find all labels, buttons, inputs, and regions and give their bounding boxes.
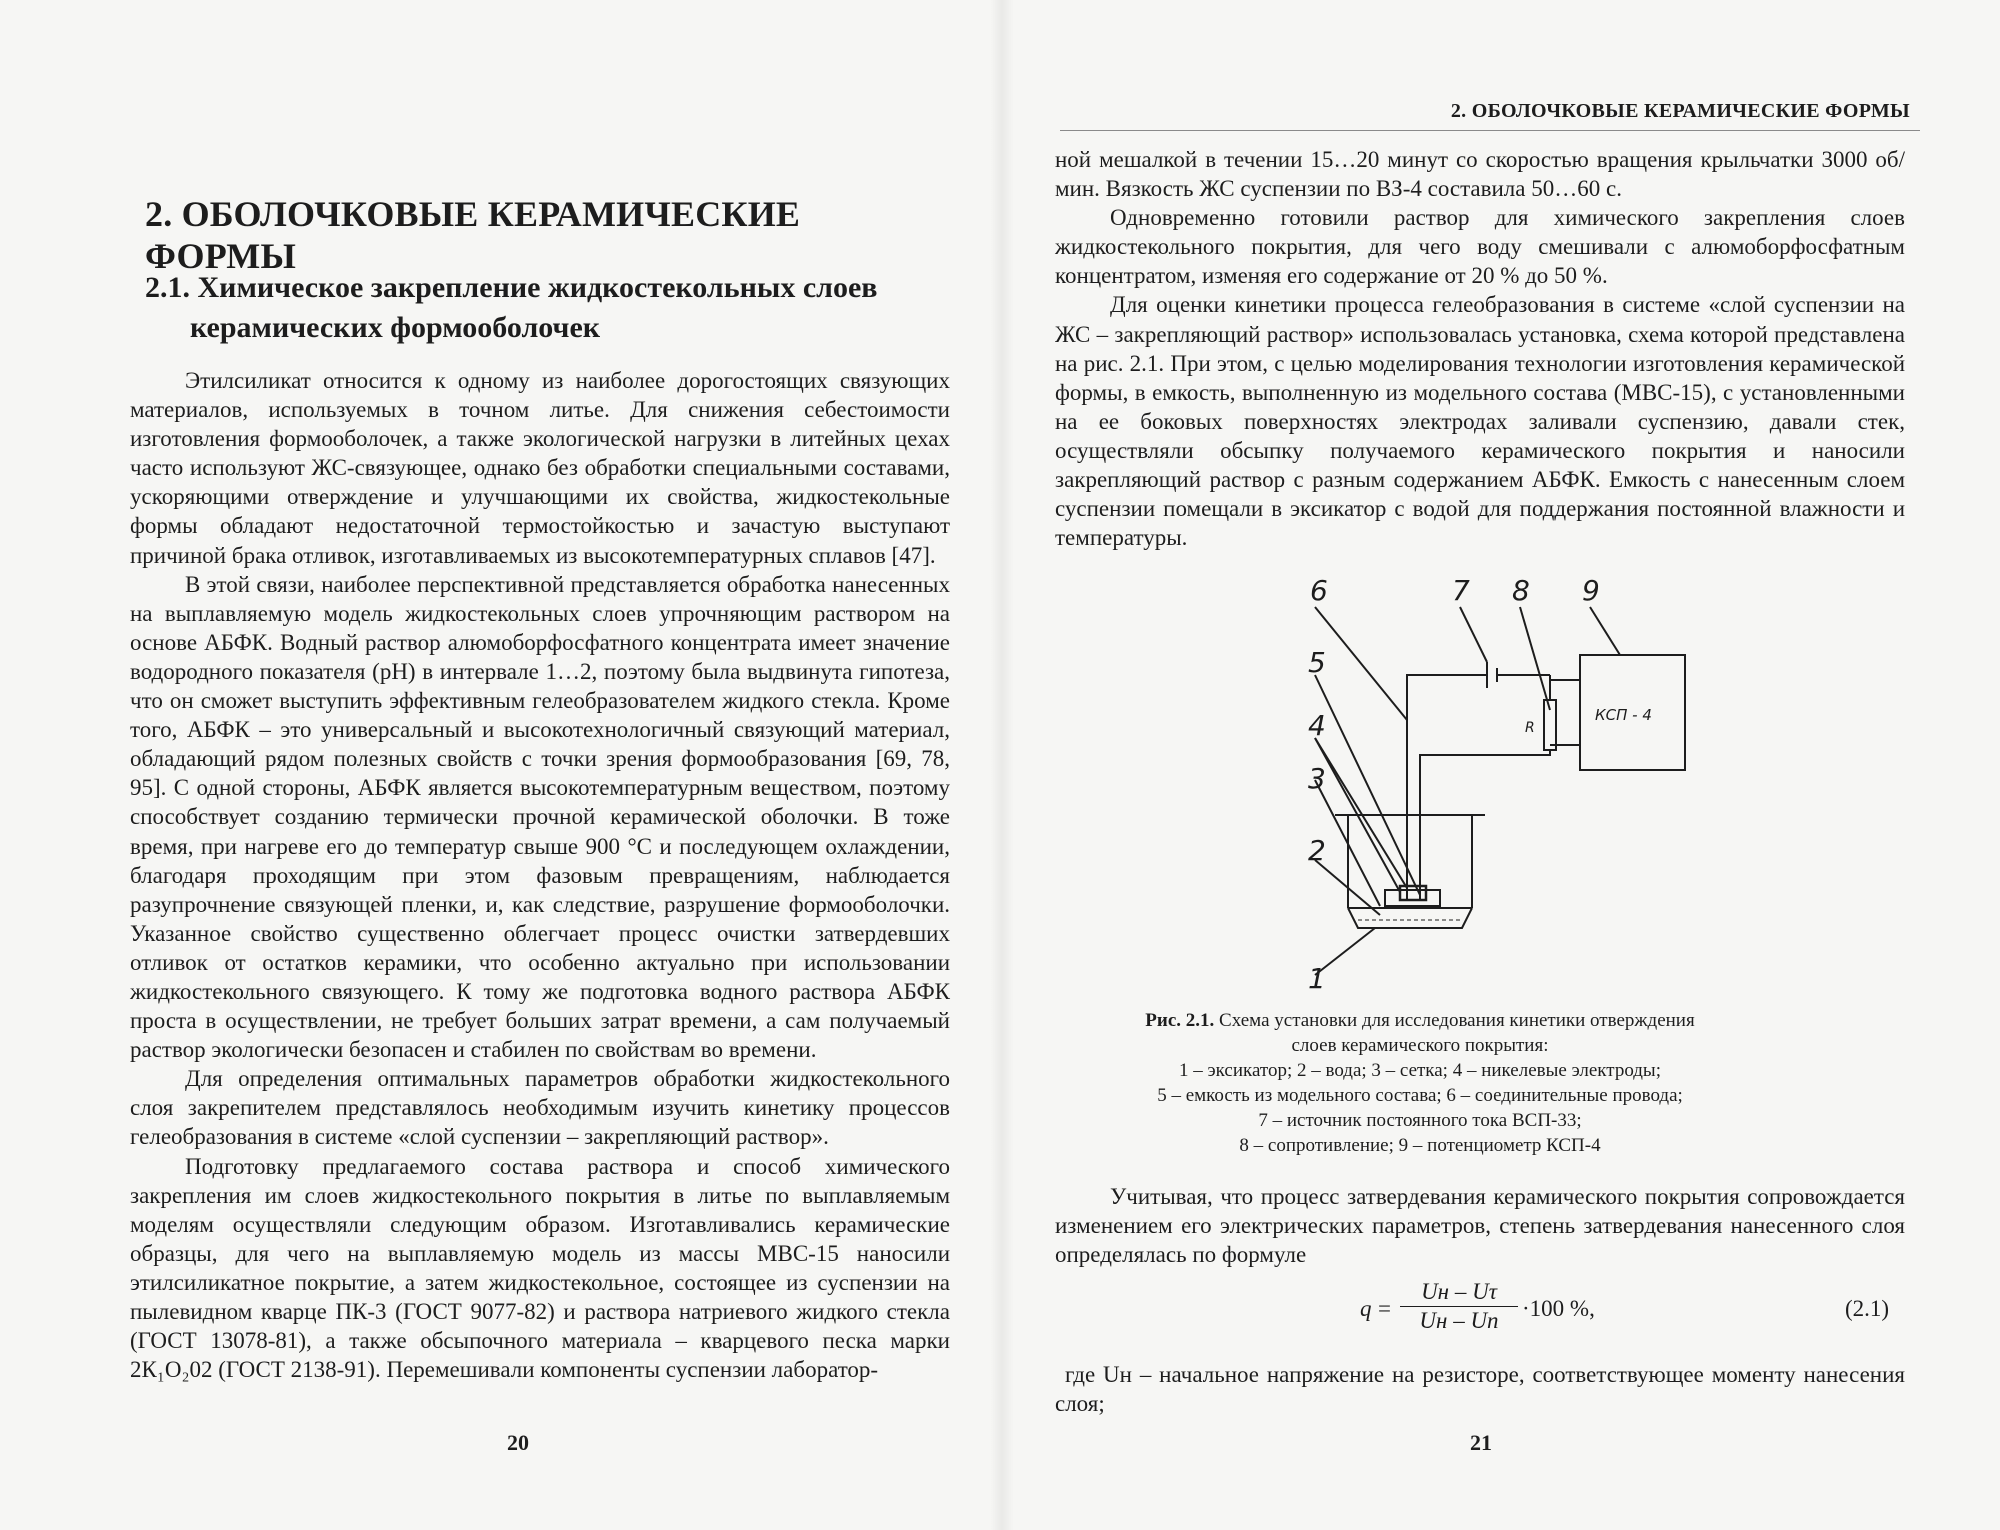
fig-label-4: 4 xyxy=(1308,709,1326,742)
caption-line: 1 – эксикатор; 2 – вода; 3 – сетка; 4 – никелевые электроды; xyxy=(1179,1060,1661,1081)
paragraph: где Uн – начальное напряжение на резисторе, соответствующее моменту нанесения слоя; xyxy=(1055,1362,1905,1417)
paragraph: Для определения оптимальных параметров обработки жидкостекольного слоя закрепителем представлялось необходимым изучить кинетику процессов гелеобразования в системе «слой суспензии – закрепляющий раствор». xyxy=(130,1066,950,1150)
formula-equals: = xyxy=(1378,1296,1391,1321)
caption-line: 7 – источник постоянного тока ВСП-33; xyxy=(1258,1110,1582,1131)
desiccator-bottom xyxy=(1348,908,1472,928)
right-page xyxy=(1000,0,2000,1530)
page-number: 21 xyxy=(1470,1430,1492,1455)
fig-label-3: 3 xyxy=(1308,762,1326,795)
fig-label-8: 8 xyxy=(1512,574,1530,607)
leader-8 xyxy=(1520,607,1550,710)
caption-prefix: Рис. 2.1. xyxy=(1145,1010,1215,1031)
fig-label-2: 2 xyxy=(1308,834,1326,867)
fig-label-7: 7 xyxy=(1452,574,1470,607)
right-body-text-2 xyxy=(1055,1182,1905,1269)
chapter-title: 2. ОБОЛОЧКОВЫЕ КЕРАМИЧЕСКИЕ ФОРМЫ xyxy=(145,194,801,276)
sample-container xyxy=(1385,890,1440,906)
paragraph: Одновременно готовили раствор для химического закрепления слоев жидкостекольного покрытия, для чего воду смешивали с алюмоборфосфатным концентратом, изменяя его содержание от 20 % до 50 %. xyxy=(1055,205,1905,289)
leader-7 xyxy=(1460,607,1487,662)
right-body-text xyxy=(1055,145,1905,552)
electrode-block xyxy=(1400,886,1426,900)
paragraph-continuation: ной мешалкой в течении 15…20 минут со скоростью вращения крыльчатки 3000 об/мин. Вязкость ЖС суспензии по ВЗ-4 составила 50…60 с. xyxy=(1055,147,1905,202)
section-title xyxy=(145,268,905,348)
resistor-label: R xyxy=(1525,720,1535,736)
paragraph: Учитывая, что процесс затвердевания керамического покрытия сопровождается изменением его электрических параметров, степень затвердевания нанесенного слоя определялась по формуле xyxy=(1055,1184,1905,1268)
left-body-text xyxy=(130,366,950,1384)
formula-lhs: q xyxy=(1360,1296,1372,1321)
caption-line: Схема установки для исследования кинетики отверждения xyxy=(1219,1010,1695,1031)
apparatus-diagram xyxy=(1280,570,1700,1010)
running-head-rule xyxy=(1060,130,1920,131)
fig-label-9: 9 xyxy=(1582,574,1600,607)
caption-line: 5 – емкость из модельного состава; 6 – соединительные провода; xyxy=(1157,1085,1683,1106)
paragraph: В этой связи, наиболее перспективной представляется обработка нанесенных на выплавляемую модель жидкостекольных слоев упрочняющим раствором на основе АБФК. Водный раствор алюмоборфосфатного концентрата имеет значение водородного показателя (pH) в интервале 1…2, поэтому была выдвинута гипотеза, что он сможет выступить эффективным гелеобразователем жидкого стекла. Кроме того, АБФК – это универсальный и высокотехнологичный связующий материал, обладающий рядом полезных свойств с точки зрения формообразования [69, 78, 95]. С одной стороны, АБФК является высокотемпературным веществом, поэтому способствует созданию термически прочной керамической оболочки. В тоже время, при нагреве его до температур свыше 900 °С и последующем охлаждении, благодаря проходящим при этом фазовым превращениям, наблюдается разупрочнение связующей пленки, и, как следствие, разрушение формооболочки. Указанное свойство существенно облегчает процесс очистки затвердевших отливок от остатков керамики, что особенно актуально при использовании жидкостекольного связующего. К тому же подготовка водного раствора АБФК проста в осуществлении, не требует больших затрат времени, а сам получаемый раствор экологически безопасен и стабилен по свойствам во времени. xyxy=(130,571,950,1063)
caption-line: слоев керамического покрытия: xyxy=(1291,1035,1549,1056)
paragraph: Этилсиликат относится к одному из наиболее дорогостоящих связующих материалов, используемых в точном литье. Для снижения себестоимости изготовления формооболочек, а также экологической нагрузки в литейных цехах часто используют ЖС-связующее, однако без обработки специальными составами, ускоряющими отверждение и улучшающими их свойства, жидкостекольные формы обладают недостаточной термостойкостью и зачастую выступают причиной брака отливок, изготавливаемых из высокотемпературных сплавов [47]. xyxy=(130,368,950,568)
leader-5 xyxy=(1315,675,1420,895)
formula-denominator: Uн – Uп xyxy=(1419,1308,1499,1333)
fig-label-1: 1 xyxy=(1308,962,1326,995)
formula-number: (2.1) xyxy=(1845,1296,1890,1321)
formula-2-1 xyxy=(1360,1278,1660,1338)
page-number: 20 xyxy=(507,1430,529,1455)
paragraph: Для оценки кинетики процесса гелеобразования в системе «слой суспензии на ЖС – закрепляющий раствор» использовалась установка, схема которой представлена на рис. 2.1. При этом, с целью моделирования технологии изготовления керамической формы, в емкость, выполненную из модельного состава (МВС-15), с установленными на ее боковых поверхностях электродах заливали суспензию, давали стек, осуществляли обсыпку получаемого керамического покрытия и наносили закрепляющий раствор с разным содержанием АБФК. Емкость с нанесенным слоем суспензии помещали в эксикатор с водой для поддержания постоянной влажности и температуры. xyxy=(1055,292,1905,551)
leader-9 xyxy=(1590,607,1620,655)
leader-4b xyxy=(1315,738,1407,888)
figure-caption xyxy=(1100,1008,1740,1158)
potentiometer-label: КСП - 4 xyxy=(1595,706,1652,724)
paragraph: Подготовку предлагаемого состава раствора и способ химического закрепления им слоев жидкостекольного покрытия в литье по выплавляемым моделям осуществляли следующим образом. Изготавливались керамические образцы, для чего на выплавляемую модель из массы МВС-15 наносили этилсиликатное покрытие, а затем жидкостекольное, состоящее из суспензии на пылевидном кварце ПК-3 (ГОСТ 9077-82) и раствора натриевого жидкого стекла (ГОСТ 13078-81), а также обсыпочного материала – кварцевого песка марки 2К₁О₂02 (ГОСТ 2138-91). Перемешивали компоненты суспензии лаборатор- xyxy=(130,1153,950,1383)
formula-tail: ·100 %, xyxy=(1522,1296,1595,1321)
section-title-line2: керамических формооболочек xyxy=(190,311,601,344)
caption-line: 8 – сопротивление; 9 – потенциометр КСП-4 xyxy=(1239,1135,1601,1156)
formula-numerator: Uн – Uτ xyxy=(1400,1278,1518,1307)
running-head: 2. ОБОЛОЧКОВЫЕ КЕРАМИЧЕСКИЕ ФОРМЫ xyxy=(1450,100,1910,122)
formula-fraction xyxy=(1400,1278,1518,1335)
right-body-text-3 xyxy=(1055,1360,1905,1418)
wire-from-resistor xyxy=(1420,750,1550,815)
fig-label-6: 6 xyxy=(1310,574,1328,607)
section-title-line1: 2.1. Химическое закрепление жидкостекольных слоев xyxy=(145,271,878,304)
fig-label-5: 5 xyxy=(1308,646,1326,679)
